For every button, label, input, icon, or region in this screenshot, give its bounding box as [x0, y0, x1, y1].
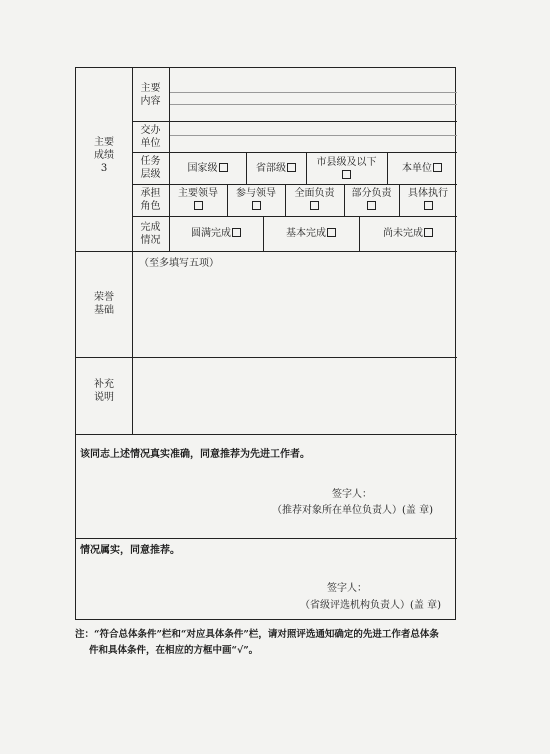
row-label-unit: 交办 单位: [140, 125, 161, 149]
unit-input-area[interactable]: [171, 123, 455, 150]
checkbox-icon[interactable]: [287, 163, 296, 172]
footnote-line2: 件和具体条件，在相应的方框中画“√”。: [89, 645, 259, 656]
option-specific-execution[interactable]: 具体执行: [399, 187, 457, 213]
row-divider: [132, 184, 457, 185]
checkbox-icon[interactable]: [424, 201, 433, 210]
checkbox-icon[interactable]: [232, 228, 241, 237]
checkbox-icon[interactable]: [327, 228, 336, 237]
checkbox-icon[interactable]: [342, 170, 351, 179]
recommendation-form-table: [75, 67, 456, 620]
row-divider: [132, 216, 457, 217]
option-own-unit[interactable]: 本单位: [387, 162, 457, 175]
checkbox-icon[interactable]: [424, 228, 433, 237]
option-fully-responsible[interactable]: 全面负责: [285, 187, 344, 213]
option-not-completed[interactable]: 尚未完成: [359, 227, 457, 240]
row-label-completion: 完成 情况: [140, 222, 161, 246]
column-divider: [169, 68, 170, 251]
supplement-label: 补充 说明: [94, 379, 114, 403]
checkbox-icon[interactable]: [310, 201, 319, 210]
option-provincial-level[interactable]: 省部级: [246, 162, 306, 175]
province-signer-label[interactable]: 签字人：: [327, 583, 367, 594]
row-divider: [76, 251, 457, 252]
checkbox-icon[interactable]: [219, 163, 228, 172]
option-partly-responsible[interactable]: 部分负责: [344, 187, 399, 213]
option-main-leader[interactable]: 主要领导: [169, 187, 227, 213]
checkbox-icon[interactable]: [194, 201, 203, 210]
option-national-level[interactable]: 国家级: [169, 162, 246, 175]
row-label-content: 主要 内容: [140, 83, 161, 107]
section3-label: 主要 成绩 3: [94, 137, 114, 174]
checkbox-icon[interactable]: [367, 201, 376, 210]
content-input-area[interactable]: [171, 71, 455, 119]
supplement-input-area[interactable]: [136, 361, 454, 431]
row-divider: [76, 434, 457, 435]
row-divider: [76, 538, 457, 539]
row-divider: [132, 152, 457, 153]
column-divider: [132, 68, 133, 434]
row-label-level: 任务 层级: [140, 156, 161, 180]
row-label-role: 承担 角色: [140, 188, 161, 212]
honors-hint: （至多填写五项）: [139, 258, 219, 269]
checkbox-icon[interactable]: [433, 163, 442, 172]
option-participating-leader[interactable]: 参与领导: [227, 187, 285, 213]
unit-signer-role: （推荐对象所在单位负责人）(盖 章): [272, 505, 433, 516]
honors-input-area[interactable]: [136, 271, 454, 355]
province-signer-role: （省级评选机构负责人）(盖 章): [300, 600, 441, 611]
unit-opinion-text: 该同志上述情况真实准确，同意推荐为先进工作者。: [80, 449, 310, 460]
unit-signer-label[interactable]: 签字人：: [332, 489, 372, 500]
checkbox-icon[interactable]: [252, 201, 261, 210]
option-city-county-level[interactable]: 市县级及以下: [306, 156, 387, 182]
province-opinion-text: 情况属实，同意推荐。: [80, 545, 180, 556]
footnote: [75, 627, 475, 659]
option-fully-completed[interactable]: 圆满完成: [169, 227, 263, 240]
honors-label: 荣誉 基础: [94, 292, 114, 316]
row-divider: [132, 121, 457, 122]
option-basically-completed[interactable]: 基本完成: [263, 227, 359, 240]
row-divider: [76, 357, 457, 358]
footnote-line1: 注：“符合总体条件”栏和“对应具体条件”栏，请对照评选通知确定的先进工作者总体条: [75, 629, 439, 640]
